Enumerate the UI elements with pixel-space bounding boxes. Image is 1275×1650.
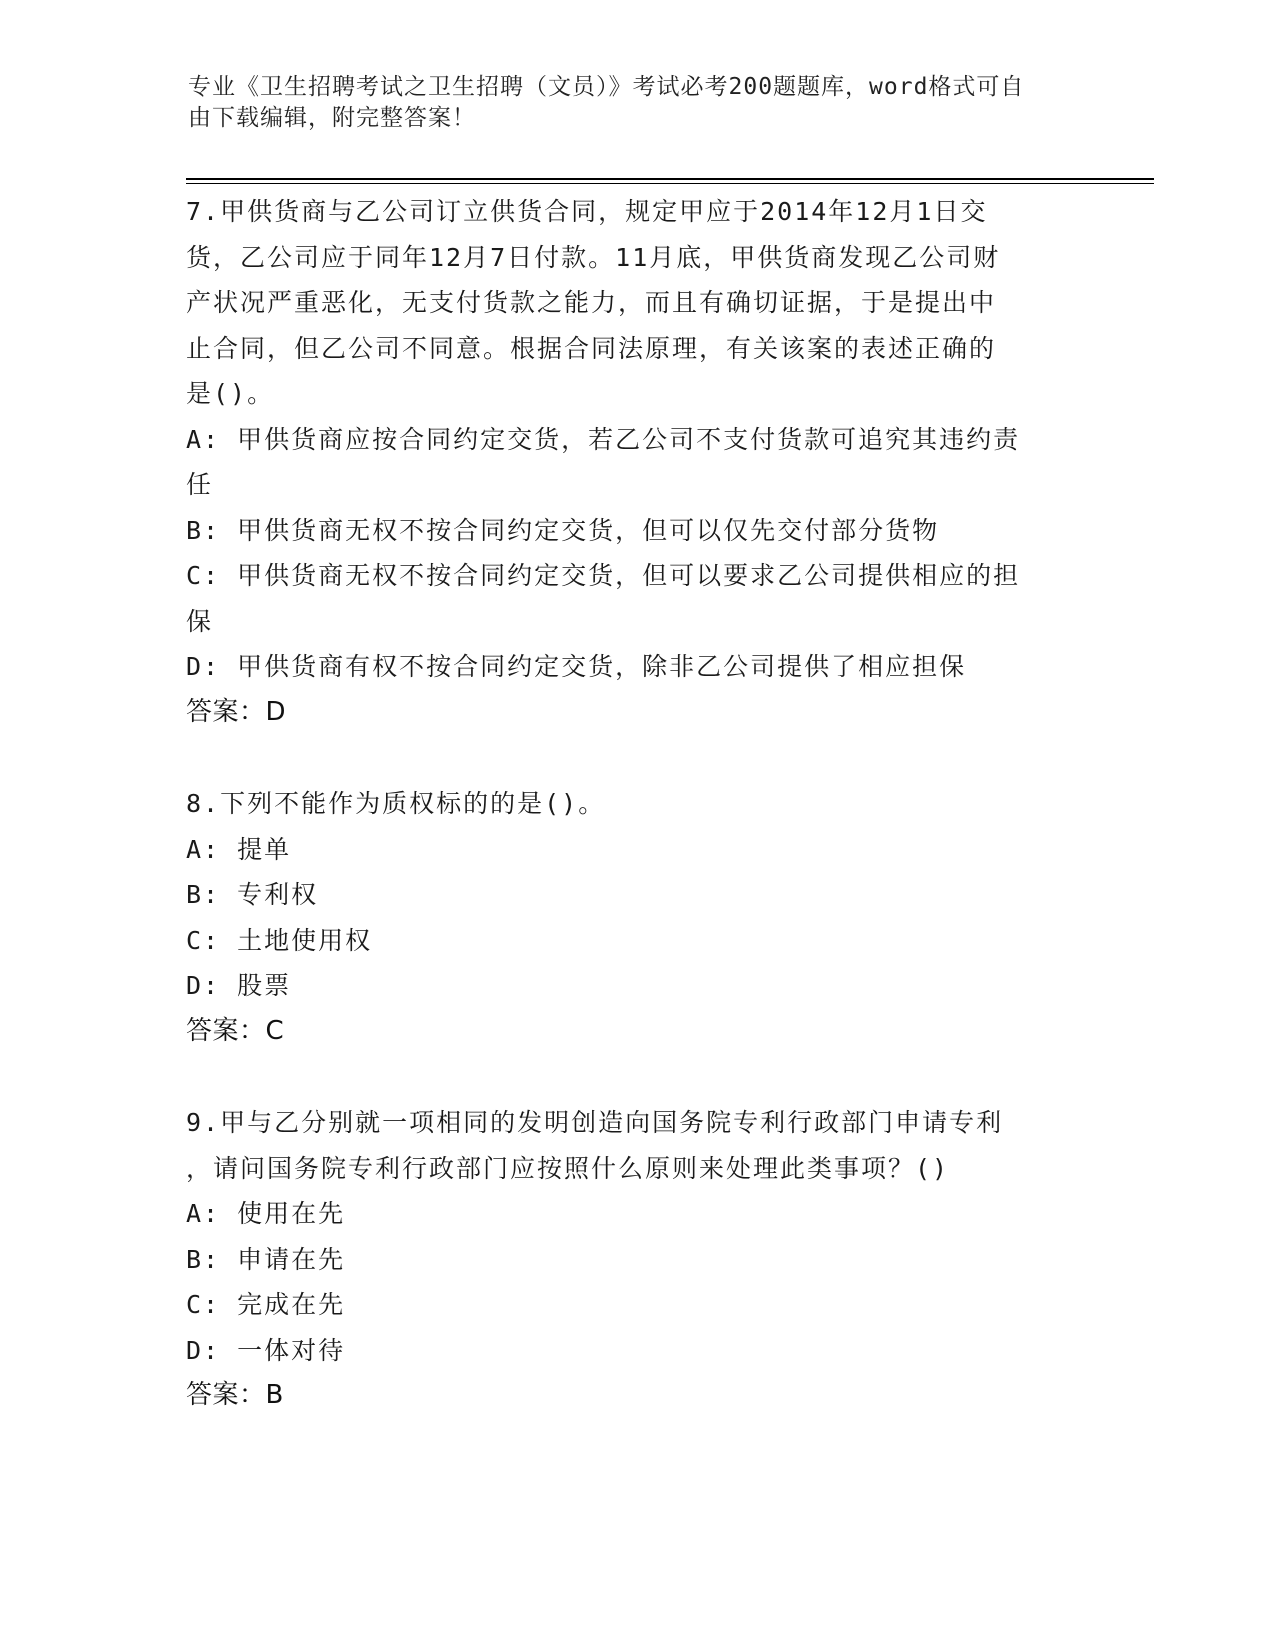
- answer: 答案：B: [186, 1380, 284, 1410]
- question-list: [186, 189, 1086, 1465]
- option-b: B: 专利权: [186, 880, 319, 909]
- option-a: A: 甲供货商应按合同约定交货，若乙公司不支付货款可追究其违约责 任: [186, 424, 1021, 499]
- question-text: 货，乙公司应于同年12月7日付款。11月底，甲供货商发现乙公司财: [186, 242, 1001, 272]
- header-line: 专业《卫生招聘考试之卫生招聘（文员）》考试必考200题题库，word格式可自: [188, 74, 1025, 100]
- option-a: A: 提单: [186, 834, 292, 864]
- header-divider-thin: [186, 183, 1154, 184]
- document-header: [188, 72, 1088, 134]
- header-divider: [186, 178, 1154, 180]
- question-text: 9.甲与乙分别就一项相同的发明创造向国务院专利行政部门申请专利: [186, 1108, 1004, 1137]
- option-b: B: 申请在先: [186, 1244, 346, 1274]
- option-a: A: 使用在先: [186, 1199, 346, 1228]
- option-d: D: 甲供货商有权不按合同约定交货，除非乙公司提供了相应担保: [186, 652, 967, 681]
- question-text: 7.甲供货商与乙公司订立供货合同，规定甲应于2014年12月1日交: [186, 197, 988, 226]
- question-text: 产状况严重恶化，无支付货款之能力，而且有确切证据，于是提出中: [186, 288, 997, 317]
- answer: 答案：C: [186, 1015, 285, 1046]
- option-c: C: 甲供货商无权不按合同约定交货，但可以要求乙公司提供相应的担 保: [186, 561, 1021, 636]
- question-text: 止合同，但乙公司不同意。根据合同法原理，有关该案的表述正确的: [186, 333, 997, 363]
- header-line: 由下载编辑，附完整答案！: [188, 105, 476, 131]
- answer: 答案：D: [186, 696, 287, 727]
- question-9: [186, 1100, 1086, 1419]
- option-b: B: 甲供货商无权不按合同约定交货，但可以仅先交付部分货物: [186, 515, 940, 545]
- option-d: D: 一体对待: [186, 1335, 346, 1365]
- option-c: C: 完成在先: [186, 1290, 346, 1319]
- option-d: D: 股票: [186, 971, 292, 1000]
- question-text: 是()。: [186, 379, 275, 408]
- option-c: C: 土地使用权: [186, 925, 373, 955]
- question-text: ，请问国务院专利行政部门应按照什么原则来处理此类事项？(): [186, 1153, 950, 1183]
- question-8: [186, 781, 1086, 1054]
- question-7: [186, 189, 1086, 735]
- question-text: 8.下列不能作为质权标的的是()。: [186, 789, 606, 818]
